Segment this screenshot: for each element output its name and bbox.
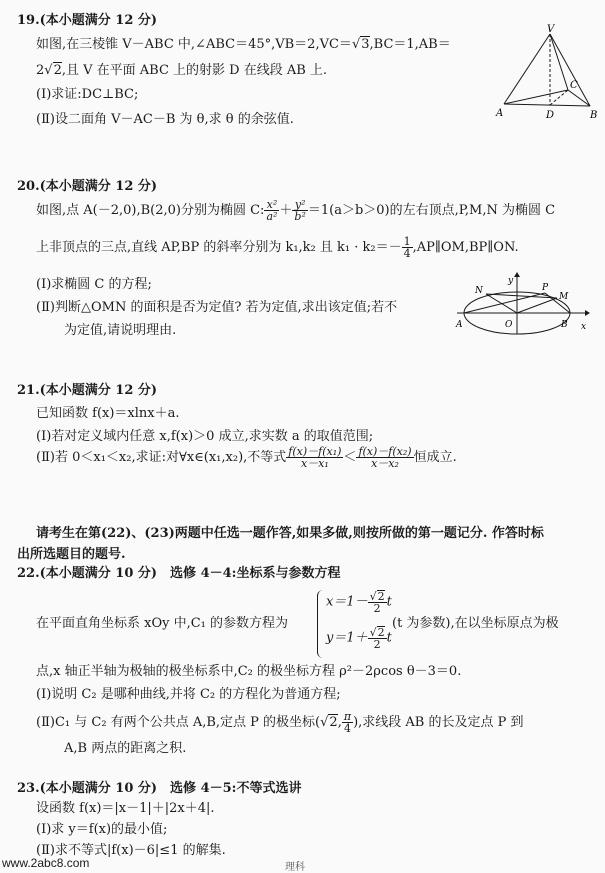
q22-intro: 在平面直角坐标系 xOy 中,C₁ 的参数方程为: [36, 616, 289, 631]
q20-fig-label-n: N: [475, 286, 483, 296]
q20-fig-label-o: O: [505, 320, 513, 330]
q20-x-axis-arrow-icon: [585, 310, 590, 316]
q20-part1: (Ⅰ)求椭圆 C 的方程;: [36, 277, 152, 292]
q19-fig-label-v: V: [547, 24, 555, 35]
q20-line1: 如图,点 A(－2,0),B(2,0)分别为椭圆 C: $\frac{\text{x²}}{\text{a²}}$ ＋ $\frac{\text{y²}}{\text{b²}}$ ＝1(a＞b＞0)的左右顶点,P,M,N 为椭圆 C: [36, 198, 556, 223]
q23-line1: 设函数 f(x)＝|x－1|＋|2x＋4|.: [36, 801, 215, 816]
q20-fig-label-m: M: [559, 292, 569, 302]
q20-line2: 上非顶点的三点,直线 AP,BP 的斜率分别为 k₁,k₂ 且 k₁ · k₂＝－ $\frac{1}{4}$ ,AP∥OM,BP∥ON.: [36, 235, 519, 260]
q22-y-equation: y＝1＋ $\frac{√2}{2}$ t: [326, 626, 392, 651]
q21-frac-left: $\frac{\text{f(x)－f(x₁)}}{\text{x－x₁}}$: [288, 445, 342, 470]
q20-fig-label-a: A: [456, 320, 463, 330]
q22-param-note: (t 为参数),在以坐标原点为极: [392, 616, 559, 631]
q19-fig-label-c: C: [570, 80, 578, 91]
q20-fig-label-p: P: [542, 283, 549, 293]
q20-header: 20.(本小题满分 12 分): [17, 179, 158, 194]
q19-fig-label-a: A: [496, 108, 504, 119]
q19-header: 19.(本小题满分 12 分): [17, 13, 158, 28]
q21-part1: (Ⅰ)若对定义域内任意 x,f(x)＞0 成立,求实数 a 的取值范围;: [36, 429, 374, 444]
q20-frac-x: $\frac{\text{x²}}{\text{a²}}$: [266, 198, 278, 223]
q20-y-axis-arrow-icon: [514, 272, 520, 277]
elective-notice-line1: 请考生在第(22)、(23)两题中任选一题作答,如果多做,则按所做的第一题记分. 作答时标: [36, 526, 544, 541]
q21-part2: (Ⅱ)若 0＜x₁＜x₂,求证:对∀x∈(x₁,x₂),不等式 $\frac{\text{f(x)－f(x₁)}}{\text{x－x₁}}$ ＜ $\frac{\text{f(x)－f(x₂)}}{\text{x－x₂}}$ 恒成立.: [36, 445, 457, 470]
q20-fig-label-x: x: [581, 322, 587, 332]
q22-header: 22.(本小题满分 10 分) 选修 4－4:坐标系与参数方程: [17, 566, 341, 581]
q20-fig-label-b: B: [561, 320, 568, 330]
q19-part2: (Ⅱ)设二面角 V－AC－B 为 θ,求 θ 的余弦值.: [36, 112, 294, 127]
q19-fig-label-d: D: [546, 110, 555, 121]
q23-header: 23.(本小题满分 10 分) 选修 4－5:不等式选讲: [17, 781, 302, 796]
q23-part2: (Ⅱ)求不等式|f(x)－6|≤1 的解集.: [36, 843, 226, 858]
q19-tetrahedron-figure: [494, 24, 602, 124]
q22-part2-line2: A,B 两点的距离之积.: [64, 741, 187, 756]
q22-part1: (Ⅰ)说明 C₂ 是哪种曲线,并将 C₂ 的方程化为普通方程;: [36, 687, 341, 702]
q21-header: 21.(本小题满分 12 分): [17, 383, 158, 398]
footer-fragment: 理科: [285, 862, 305, 873]
q19-line2: 2√2,且 V 在平面 ABC 上的射影 D 在线段 AB 上.: [36, 63, 328, 78]
q21-frac-right: $\frac{\text{f(x)－f(x₂)}}{\text{x－x₂}}$: [358, 445, 412, 470]
elective-notice-line2: 出所选题目的题号.: [17, 547, 126, 562]
q20-frac-quarter: $\frac{1}{4}$: [403, 235, 411, 260]
q19-fig-label-b: B: [590, 110, 598, 121]
q22-param-brace: [317, 590, 326, 658]
q20-part2-line1: (Ⅱ)判断△OMN 的面积是否为定值? 若为定值,求出该定值;若不: [36, 300, 398, 315]
q22-line2: 点,x 轴正半轴为极轴的极坐标系中,C₂ 的极坐标方程 ρ²－2ρcos θ－3＝0.: [36, 664, 462, 679]
q19-part1: (Ⅰ)求证:DC⊥BC;: [36, 87, 139, 102]
q22-part2: (Ⅱ)C₁ 与 C₂ 有两个公共点 A,B,定点 P 的极坐标(√2, $\frac{\pi}{4}$ ),求线段 AB 的长及定点 P 到: [36, 710, 524, 735]
q20-ellipse-figure: [455, 272, 590, 337]
q22-x-equation: x＝1－ $\frac{√2}{2}$ t: [326, 590, 392, 615]
q20-part2-line2: 为定值,请说明理由.: [64, 323, 177, 338]
q20-frac-y: $\frac{\text{y²}}{\text{b²}}$: [294, 198, 306, 223]
q20-fig-label-y: y: [508, 276, 514, 286]
q23-part1: (Ⅰ)求 y＝f(x)的最小值;: [36, 822, 168, 837]
q21-line1: 已知函数 f(x)＝xlnx＋a.: [36, 406, 180, 421]
q19-line1: 如图,在三棱锥 V－ABC 中,∠ABC＝45°,VB＝2,VC＝√3,BC＝1,AB＝: [36, 37, 451, 52]
watermark: www.2abc8.com: [2, 856, 90, 870]
